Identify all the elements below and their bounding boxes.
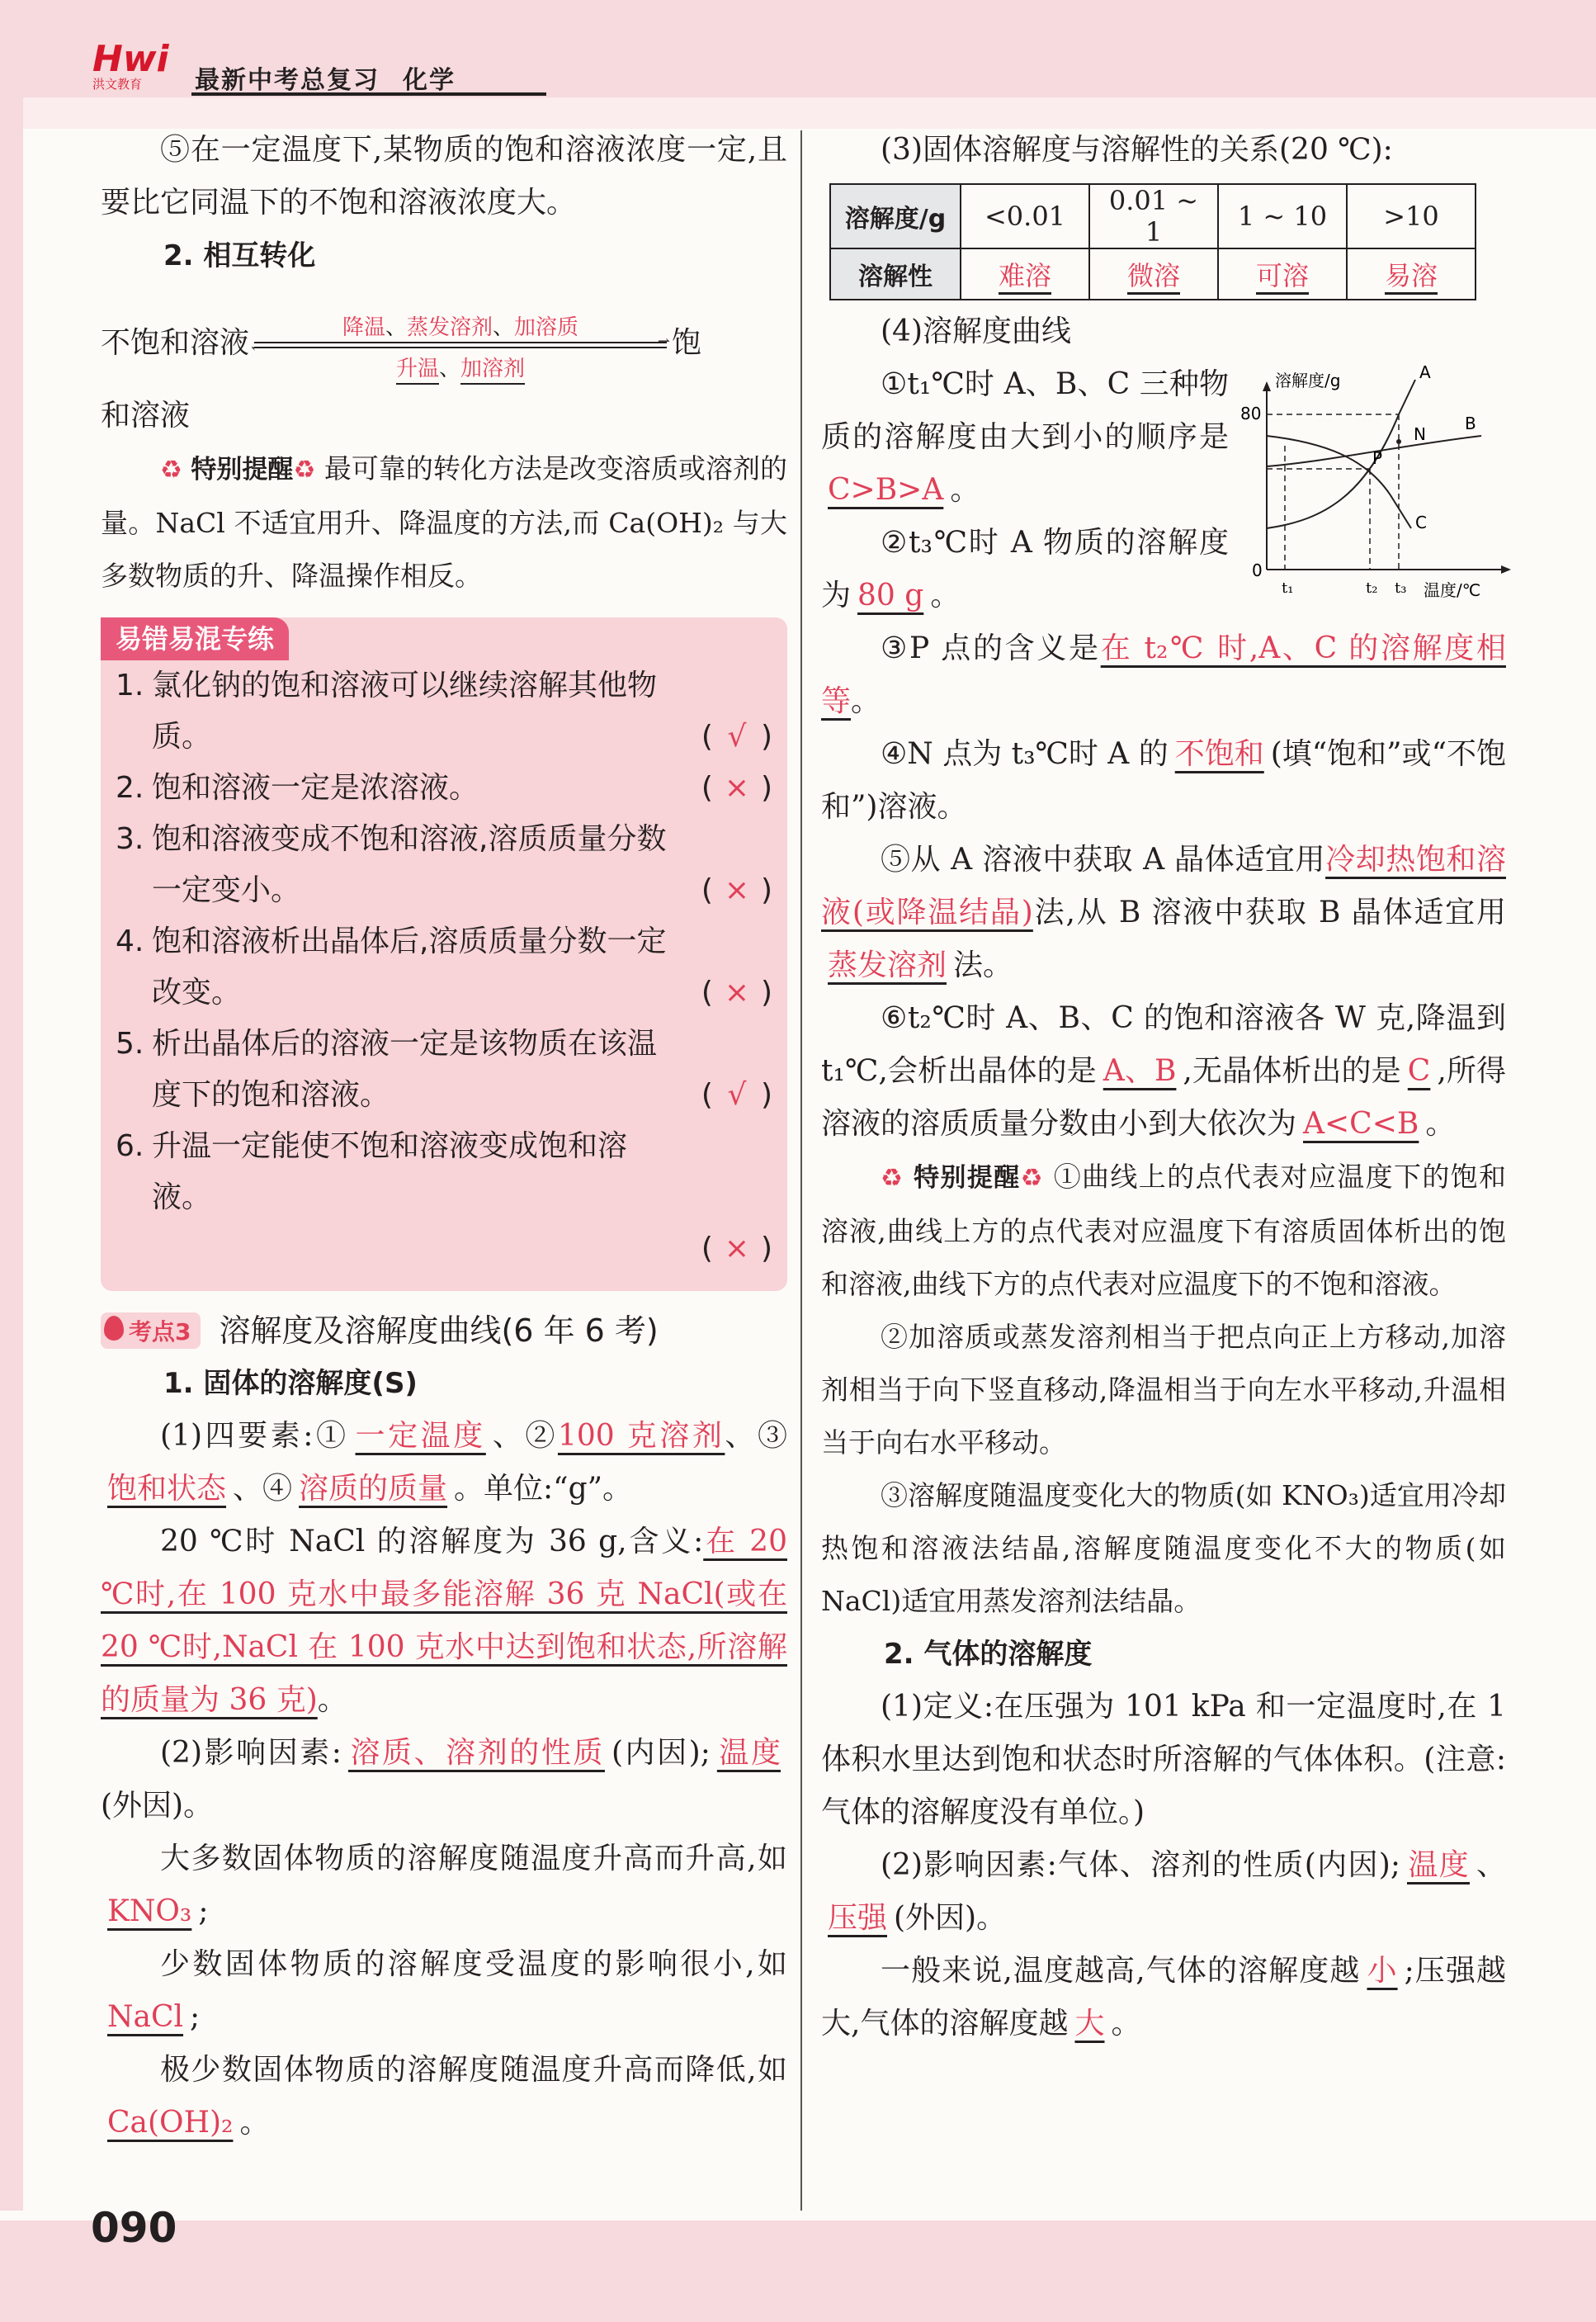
series-label-a: A [1419, 363, 1431, 382]
conversion-diagram: 不饱和溶液 降温、蒸发溶剂、加溶质 ⇀ ↽ 升温、加溶剂 饱 [101, 291, 787, 390]
list-item: 2. 饱和溶液一定是浓溶液。 ( × ) [116, 771, 772, 805]
drop-icon [104, 1316, 124, 1341]
kaodian-3-heading: 考点3 溶解度及溶解度曲线(6 年 6 考) [101, 1304, 787, 1357]
error-practice-box [101, 617, 787, 1291]
x-tick-label: t₃ [1395, 579, 1407, 597]
left-column: ⑤在一定温度下,某物质的饱和溶液浓度一定,且要比它同温下的不饱和溶液浓度大。 2. 相互转化 不饱和溶液 降温、蒸发溶剂、加溶质 ⇀ ↽ 升温、加溶剂 饱 和溶液 ♻ 特别提醒♻ 最可靠的转化方法是改变溶质或溶剂的量。NaCl 不适宜用升、降温度的方法,而 Ca(OH)₂ 与大多数物质的升、降温操作相反。 易错易混专练 1. 氯化钠的饱和溶液可以继续溶解其他物质。 ( √ ) 2. 饱和溶液一定是浓溶液。 ( × ) 3. 饱和溶液变成不饱和溶液,溶质质量分数一定变小。 ( × ) 4. 饱和溶液析出晶体后,溶质质量分数一定改变。 ( × ) 5. 析出晶体后的溶液一定是该物质在该温度下的饱和溶液。 ( √ ) 6. 升温一定能使不饱和溶液变成饱和溶液。 ( × ) 考点3 溶解度及溶解度曲线(6 年 6 考) 1. 固体的溶解度(S) (1)四要素:① 一定温度 、②100 克溶剂、③饱和状态 、④ 溶质的质量 。单位:“g”。 20 ℃时 NaCl 的溶解度为 36 g,含义:在 20 ℃时,在 100 克水中最多能溶解 36 克 NaCl(或在 20 ℃时,NaCl 在 100 克水中达到饱和状态,所溶解的质量为 36 克)。 (2)影响因素: 溶质、溶剂的性质 (内因); 温度(外因)。 大多数固体物质的溶解度随温度升高而升高,如KNO₃ ; 少数固体物质的溶解度受温度的影响很小,如NaCl ; 极少数固体物质的溶解度随温度升高而降低,如Ca(OH)₂ 。 [101, 124, 787, 2149]
series-label-b: B [1465, 414, 1476, 433]
x-tick-label: t₂ [1366, 579, 1378, 597]
recycle-icon: ♻ [1020, 1164, 1044, 1193]
heading-gas-solubility: 2. 气体的溶解度 [884, 1638, 1093, 1671]
four-elements: (1)四要素:① 一定温度 、②100 克溶剂、③饱和状态 、④ 溶质的质量 。单位:“g”。 [107, 1419, 787, 1506]
origin-label: 0 [1252, 560, 1263, 580]
recycle-icon: ♻ [293, 456, 316, 485]
right-column [821, 124, 1506, 2050]
footer-band [0, 2220, 1596, 2322]
solubility-table [829, 183, 1476, 300]
error-practice-title: 易错易混专练 [101, 617, 289, 660]
column-divider [800, 130, 802, 2211]
y-tick-label: 80 [1240, 404, 1262, 423]
recycle-icon: ♻ [881, 1164, 904, 1193]
y-axis-label: 溶解度/g [1275, 371, 1341, 390]
table-row: 溶解度/g <0.01 0.01 ~ 1 1 ~ 10 >10 [830, 184, 1476, 248]
curve-title: (4)溶解度曲线 [881, 314, 1071, 348]
gas-factors: (2)影响因素:气体、溶剂的性质(内因); 温度 、压强 (外因)。 [828, 1848, 1506, 1935]
heading-solid-solubility: 1. 固体的溶解度(S) [163, 1367, 418, 1400]
header-rule [191, 92, 546, 96]
most-solids: 大多数固体物质的溶解度随温度升高而升高,如KNO₃ ; [107, 1842, 787, 1928]
double-arrow: 降温、蒸发溶剂、加溶质 ⇀ ↽ 升温、加溶剂 [251, 315, 671, 381]
publisher-logo: Hwi 洪文教育 [92, 38, 169, 92]
few-solids: 少数固体物质的溶解度受温度的影响很小,如NaCl ; [107, 1947, 787, 2034]
series-label-c: C [1415, 513, 1427, 532]
list-item: 5. 析出晶体后的溶液一定是该物质在该温度下的饱和溶液。 ( √ ) [116, 1027, 772, 1112]
x-tick-label: t₁ [1282, 579, 1294, 597]
influence-factors: (2)影响因素: 溶质、溶剂的性质 (内因); 温度(外因)。 [101, 1736, 781, 1823]
tip-2: ②加溶质或蒸发溶剂相当于把点向正上方移动,加溶剂相当于向下竖直移动,降温相当于向左水平移动,升温相当于向右水平移动。 [821, 1321, 1506, 1459]
list-item: 4. 饱和溶液析出晶体后,溶质质量分数一定改变。 ( × ) [116, 925, 772, 1010]
question-1: ①t₁℃时 A、B、C 三种物质的溶解度由大到小的顺序是C>B>A 。 [821, 367, 1229, 507]
list-item: 1. 氯化钠的饱和溶液可以继续溶解其他物质。 ( √ ) [116, 669, 772, 754]
solubility-chart-svg [1234, 363, 1514, 603]
relation-title: (3)固体溶解度与溶解性的关系(20 ℃): [881, 133, 1393, 167]
gas-trend: 一般来说,温度越高,气体的溶解度越 小 ;压强越大,气体的溶解度越 大 。 [821, 1954, 1506, 2041]
special-tip-right: ♻ 特别提醒♻ ①曲线上的点代表对应温度下的饱和溶液,曲线上方的点代表对应温度下有溶质固体析出的饱和溶液,曲线下方的点代表对应温度下的不饱和溶液。 [821, 1161, 1507, 1300]
page-number: 090 [91, 2204, 177, 2252]
special-tip-left: ♻ 特别提醒♻ 最可靠的转化方法是改变溶质或溶剂的量。NaCl 不适宜用升、降温度的方法,而 Ca(OH)₂ 与大多数物质的升、降温操作相反。 [101, 452, 787, 592]
recycle-icon: ♻ [160, 456, 182, 485]
table-row: 溶解性 难溶 微溶 可溶 易溶 [830, 248, 1476, 300]
list-item: 6. 升温一定能使不饱和溶液变成饱和溶液。 ( × ) [116, 1129, 772, 1265]
x-axis-arrow [1501, 565, 1511, 574]
gas-definition: (1)定义:在压强为 101 kPa 和一定温度时,在 1 体积水里达到饱和状态时所溶解的气体体积。(注意:气体的溶解度没有单位。) [821, 1690, 1506, 1829]
running-title: 最新中考总复习 化学 [195, 66, 456, 95]
list-item: 3. 饱和溶液变成不饱和溶液,溶质质量分数一定变小。 ( × ) [116, 822, 772, 907]
question-6: ⑥t₂℃时 A、B、C 的饱和溶液各 W 克,降温到 t₁℃,会析出晶体的是 A、B ,无晶体析出的是 C ,所得溶液的溶质质量分数由小到大依次为 A<C<B 。 [821, 1001, 1506, 1141]
x-axis-label: 温度/℃ [1424, 580, 1481, 600]
point-label-n: N [1414, 424, 1426, 444]
y-axis-arrow [1263, 381, 1271, 391]
arrow-right-icon: ⇀ [657, 333, 671, 350]
point-label-p: P [1372, 448, 1383, 468]
tip-3: ③溶解度随温度变化大的物质(如 KNO₃)适宜用冷却热饱和溶液法结晶,溶解度随温度变化不大的物质(如 NaCl)适宜用蒸发溶剂法结晶。 [821, 1479, 1506, 1617]
point-n [1396, 439, 1401, 444]
left-margin-strip [0, 97, 23, 2211]
rare-solids: 极少数固体物质的溶解度随温度升高而降低,如Ca(OH)₂ 。 [107, 2053, 787, 2140]
heading-conversion: 2. 相互转化 [163, 239, 316, 272]
question-4: ④N 点为 t₃℃时 A 的 不饱和 (填“饱和”或“不饱和”)溶液。 [821, 737, 1506, 824]
nacl-meaning: 20 ℃时 NaCl 的溶解度为 36 g,含义:在 20 ℃时,在 100 克水中最多能溶解 36 克 NaCl(或在 20 ℃时,NaCl 在 100 克水中达到饱和状态,所溶解的质量为 36 克)。 [101, 1525, 787, 1717]
solubility-chart [1234, 363, 1514, 603]
point-5: ⑤在一定温度下,某物质的饱和溶液浓度一定,且要比它同温下的不饱和溶液浓度大。 [101, 133, 787, 220]
question-5: ⑤从 A 溶液中获取 A 晶体适宜用冷却热饱和溶液(或降温结晶)法,从 B 溶液中获取 B 晶体适宜用蒸发溶剂 法。 [821, 843, 1506, 982]
question-2: ②t₃℃时 A 物质的溶解度为 80 g 。 [821, 526, 1229, 612]
arrow-left-icon: ↽ [251, 339, 264, 357]
question-3: ③P 点的含义是在 t₂℃ 时,A、C 的溶解度相等。 [821, 631, 1506, 718]
